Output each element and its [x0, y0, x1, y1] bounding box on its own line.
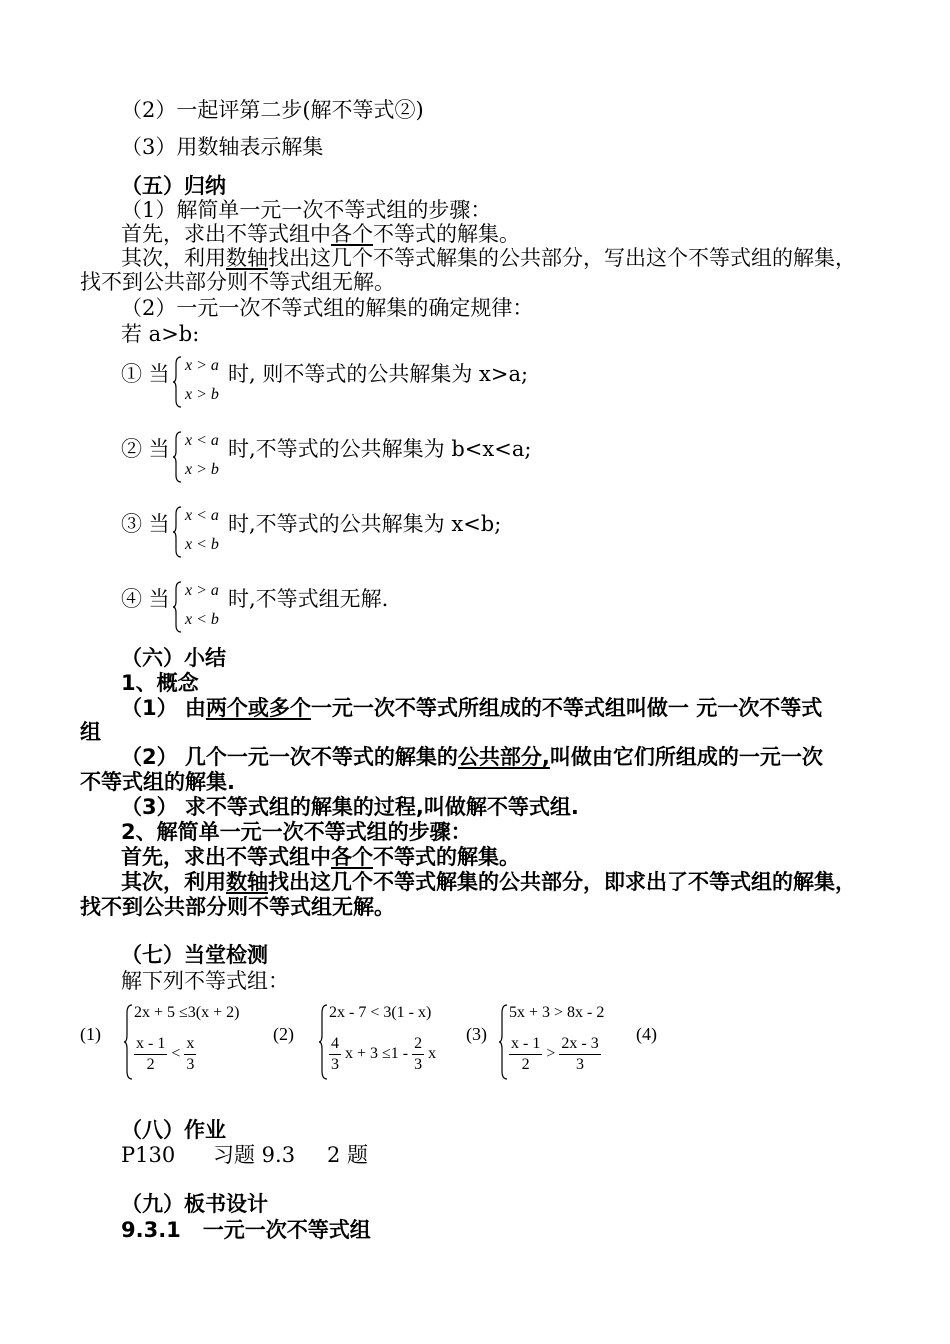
left-brace: [499, 1004, 509, 1080]
case-4-result: 时,不等式组无解.: [228, 587, 389, 611]
case-4-cond-2: x < b: [185, 611, 219, 628]
exercise-1-row-2: $\frac{x - 1}{2}$ < $\frac{x}{3}$: [136, 1035, 195, 1073]
sec6-p1-cont: 组: [80, 720, 101, 744]
case-3-number: ③ 当: [121, 512, 170, 536]
step3-line: （3）用数轴表示解集: [121, 135, 324, 159]
sec6-second-step: 其次，利用数轴找出这几个不等式解集的公共部分，即求出了不等式组的解集，: [121, 870, 856, 894]
exercise-2-row-1: 2x - 7 < 3(1 - x): [329, 1004, 432, 1021]
case-1-number: ① 当: [121, 362, 170, 386]
case-2-cond-2: x > b: [185, 461, 219, 478]
case-1-cond-1: x > a: [185, 357, 219, 374]
exercise-3-row-2: $\frac{x - 1}{2}$ > $\frac{2x - 3}{3}$: [511, 1035, 599, 1073]
case-4-cond-1: x > a: [185, 582, 219, 599]
section-6-heading: （六）小结: [121, 646, 226, 670]
step2-line: （2）一起评第二步(解不等式②): [121, 98, 424, 122]
exercise-1-row-1: 2x + 5 ≤3(x + 2): [134, 1004, 240, 1021]
case-3-result: 时,不等式的公共解集为 x<b;: [228, 512, 502, 536]
homework-page: P130: [121, 1143, 176, 1167]
case-2-number: ② 当: [121, 437, 170, 461]
left-brace: [173, 431, 183, 483]
left-brace: [173, 356, 183, 408]
left-brace: [124, 1004, 134, 1080]
exercise-2-label: (2): [273, 1024, 294, 1044]
section-9-heading: （九）板书设计: [121, 1192, 268, 1216]
sec6-first-step: 首先，求出不等式组中各个不等式的解集。: [121, 845, 520, 869]
sec7-intro: 解下列不等式组：: [121, 969, 289, 993]
left-brace: [173, 581, 183, 633]
case-3-cond-2: x < b: [185, 536, 219, 553]
homework-item: 2 题: [327, 1143, 369, 1167]
exercise-3-label: (3): [466, 1024, 487, 1044]
section-8-heading: （八）作业: [121, 1118, 226, 1142]
section-5-heading: （五）归纳: [121, 174, 226, 198]
sec5-sub2: （2）一元一次不等式组的解集的确定规律：: [121, 296, 534, 320]
sec5-given: 若 a>b:: [121, 322, 200, 346]
sec6-p3: （3） 求不等式组的解集的过程,叫做解不等式组.: [121, 795, 579, 819]
exercise-2-row-2: $\frac{4}{3}$ x + 3 ≤1 - $\frac{2}{3}$ x: [331, 1035, 437, 1073]
exercise-3-row-1: 5x + 3 > 8x - 2: [509, 1004, 605, 1021]
sec6-p2: （2） 几个一元一次不等式的解集的公共部分,叫做由它们所组成的一元一次: [121, 745, 823, 769]
sec6-second-step-cont: 找不到公共部分则不等式组无解。: [80, 895, 395, 919]
sec6-p1: （1） 由两个或多个一元一次不等式所组成的不等式组叫做一 元一次不等式: [121, 696, 823, 720]
sec5-second-step: 其次，利用数轴找出这几个不等式解集的公共部分，写出这个不等式组的解集，: [121, 246, 856, 270]
sec5-second-step-cont: 找不到公共部分则不等式组无解。: [80, 270, 395, 294]
exercise-4-label: (4): [636, 1024, 657, 1044]
case-4-number: ④ 当: [121, 587, 170, 611]
left-brace: [173, 506, 183, 558]
case-1-result: 时, 则不等式的公共解集为 x>a;: [228, 362, 529, 386]
left-brace: [319, 1004, 329, 1080]
sec6-concept: 1、概念: [121, 671, 199, 695]
section-7-heading: （七）当堂检测: [121, 943, 268, 967]
case-1-cond-2: x > b: [185, 386, 219, 403]
case-2-result: 时,不等式的公共解集为 b<x<a;: [228, 437, 532, 461]
sec6-steps: 2、解简单一元一次不等式组的步骤：: [121, 820, 472, 844]
sec5-first-step: 首先，求出不等式组中各个不等式的解集。: [121, 222, 520, 246]
case-2-cond-1: x < a: [185, 432, 219, 449]
board-title: 9.3.1 一元一次不等式组: [121, 1218, 371, 1242]
sec6-p2-cont: 不等式组的解集.: [80, 770, 235, 794]
case-3-cond-1: x < a: [185, 507, 219, 524]
exercise-1-label: (1): [80, 1024, 101, 1044]
homework-exercise: 习题 9.3: [213, 1143, 296, 1167]
sec5-sub1: （1）解简单一元一次不等式组的步骤：: [121, 198, 492, 222]
